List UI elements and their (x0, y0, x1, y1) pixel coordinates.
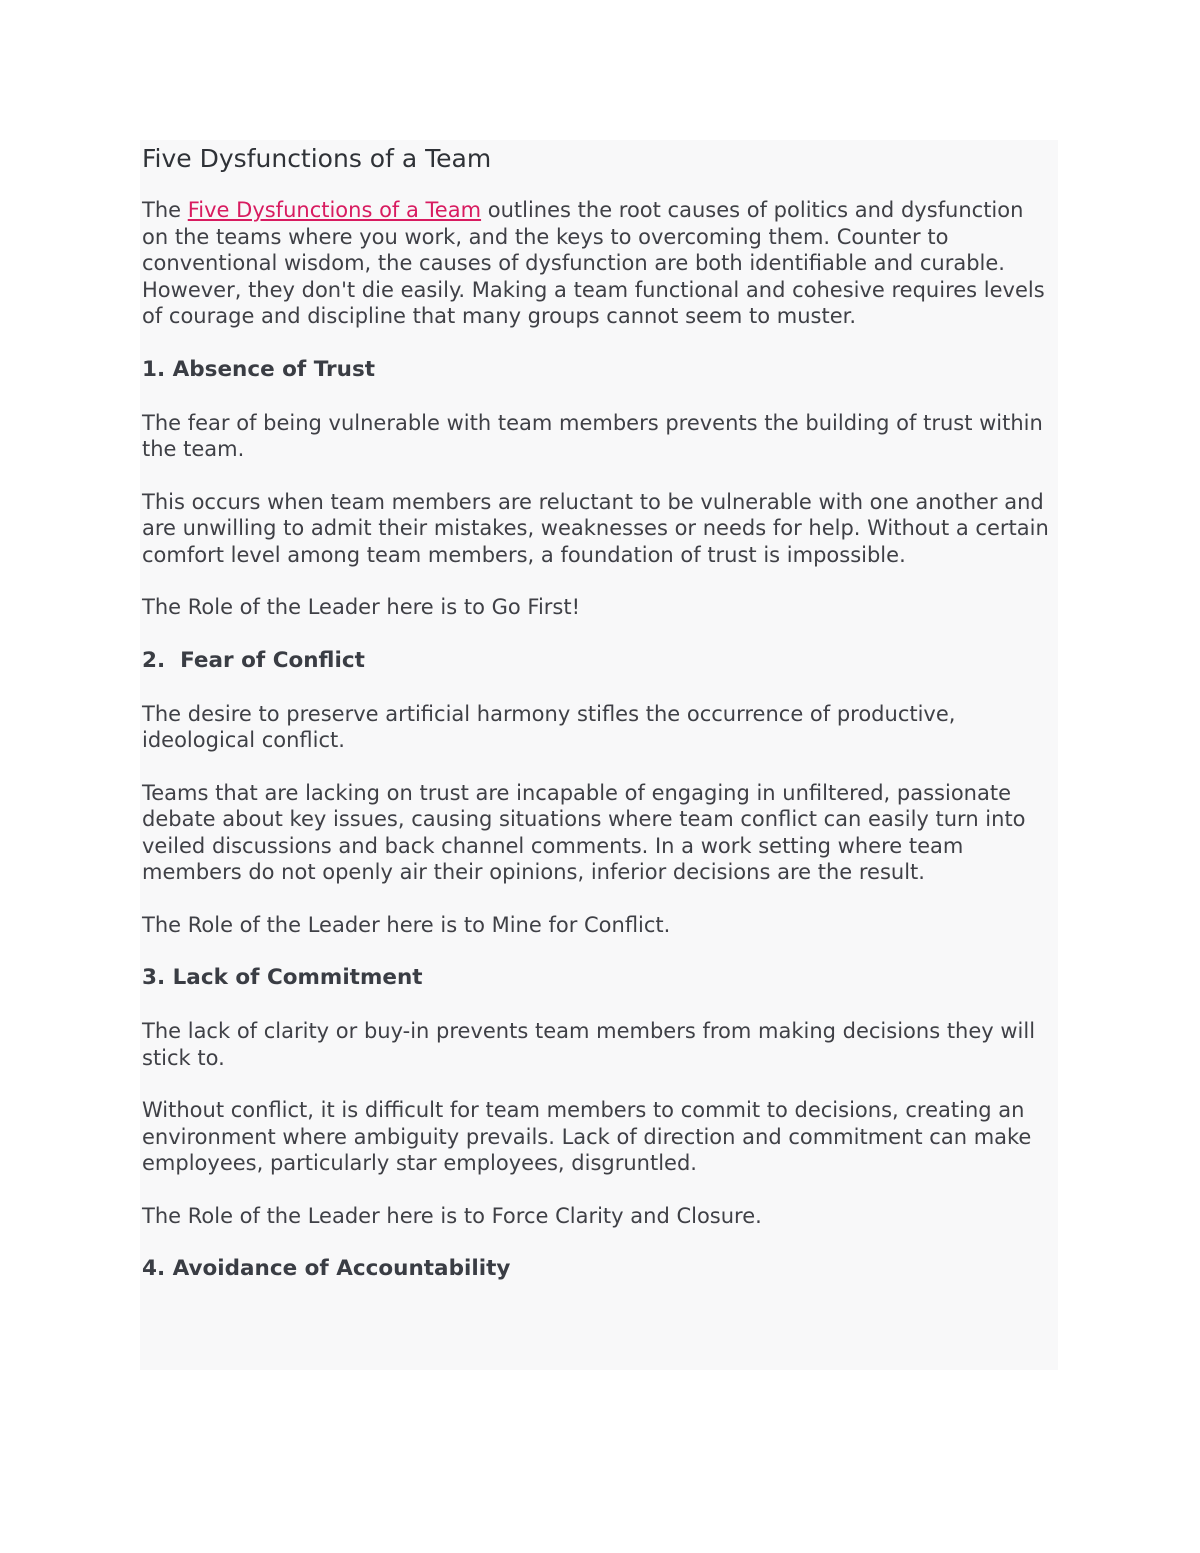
section-heading-lack-of-commitment: 3. Lack of Commitment (142, 965, 423, 990)
document-content (140, 140, 1058, 1370)
leader-role: The Role of the Leader here is to Force Clarity and Closure. (142, 1203, 762, 1228)
section-detail: Without conflict, it is difficult for team members to commit to decisions, creating an environment where ambiguity prevails. Lack of direction and commitment can make employees, particularly star employees, disgruntled. (142, 1098, 1032, 1175)
section-heading-absence-of-trust: 1. Absence of Trust (142, 356, 376, 382)
intro-rest: outlines the root causes of politics and dysfunction on the teams where you work, and the keys to overcoming them. Counter to conventional wisdom, the causes of dysfunction are both identifiable and curable. However, they don't die easily. Making a team functional and cohesive requires levels of courage and discipline that many groups cannot seem to muster. (142, 198, 1045, 328)
intro-lead: The (142, 198, 188, 222)
page-title: Five Dysfunctions of a Team (142, 144, 492, 173)
intro-paragraph (142, 197, 1056, 330)
book-link[interactable]: Five Dysfunctions of a Team (187, 198, 482, 222)
leader-role: The Role of the Leader here is to Go First! (142, 595, 581, 619)
section-heading-fear-of-conflict: 2. Fear of Conflict (142, 647, 365, 673)
section-summary: The lack of clarity or buy-in prevents team members from making decisions they will stick to. (142, 1019, 1036, 1070)
section-detail: This occurs when team members are reluctant to be vulnerable with one another and are unwilling to admit their mistakes, weaknesses or needs for help. Without a certain comfort level among team members, a foundation of trust is impossible. (142, 489, 1049, 567)
section-summary: The fear of being vulnerable with team members prevents the building of trust within the team. (142, 410, 1043, 461)
section-summary: The desire to preserve artificial harmony stifles the occurrence of productive, ideological conflict. (142, 701, 956, 752)
section-heading-avoidance-of-accountability: 4. Avoidance of Accountability (142, 1256, 511, 1281)
leader-role: The Role of the Leader here is to Mine for Conflict. (142, 912, 671, 937)
section-detail: Teams that are lacking on trust are incapable of engaging in unfiltered, passionate debate about key issues, causing situations where team conflict can easily turn into veiled discussions and back channel comments. In a work setting where team members do not openly air their opinions, inferior decisions are the result. (142, 780, 1026, 884)
